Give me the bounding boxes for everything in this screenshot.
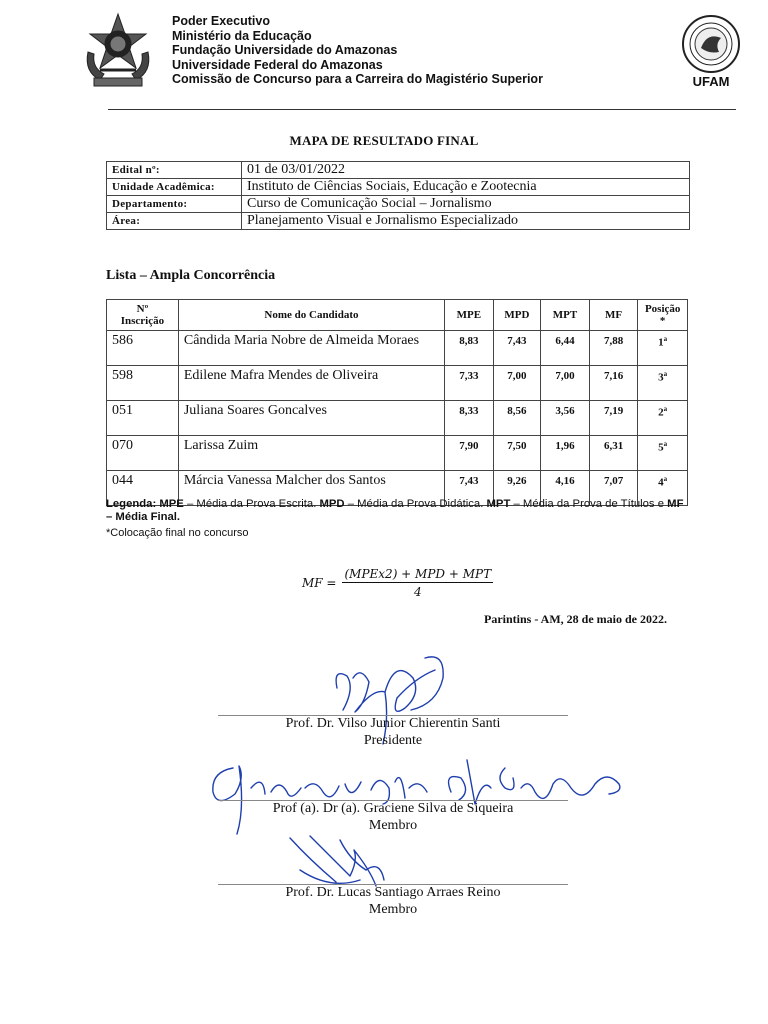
- info-label: Área:: [107, 213, 242, 230]
- header-posicao: [638, 300, 688, 331]
- info-label: Unidade Acadêmica:: [107, 179, 242, 196]
- header-line: Fundação Universidade do Amazonas: [172, 43, 398, 58]
- place-date: Parintins - AM, 28 de maio de 2022.: [484, 612, 667, 626]
- signatory-role: Membro: [368, 902, 418, 917]
- brazil-coat-of-arms-emblem: [80, 12, 156, 90]
- cell-mpd: 7,50: [493, 436, 541, 471]
- formula-numerator: (MPEx2) + MPD + MPT: [344, 567, 492, 581]
- header-line: Poder Executivo: [172, 14, 270, 28]
- cell-posicao: [638, 401, 688, 436]
- formula-lhs: MF =: [302, 576, 337, 590]
- formula-fraction: [342, 567, 493, 599]
- cell-inscricao: 051: [107, 401, 179, 436]
- info-row: [107, 196, 690, 213]
- cell-mpe: 7,33: [445, 366, 494, 401]
- legend-mpe-abbr: MPE: [159, 498, 184, 510]
- cell-name: Larissa Zuim: [178, 436, 444, 471]
- cell-mpe: 8,83: [445, 331, 494, 366]
- cell-mpe: 7,90: [445, 436, 494, 471]
- header-divider: [108, 109, 736, 110]
- legend-mpd-text: – Média da Prova Didática.: [344, 498, 487, 510]
- posicao-ordinal: a: [663, 370, 668, 378]
- cell-name: Edilene Mafra Mendes de Oliveira: [178, 366, 444, 401]
- cell-mpt: 6,44: [541, 331, 590, 366]
- header-inscricao-line1: Nº: [136, 303, 149, 315]
- legend-mpe-text: – Média da Prova Escrita.: [183, 498, 320, 510]
- info-row: [107, 179, 690, 196]
- header-mpe: MPE: [445, 300, 494, 331]
- info-label: Edital nº:: [107, 162, 242, 179]
- posicao-number: 5: [658, 441, 664, 454]
- info-value: Instituto de Ciências Sociais, Educação e Zootecnia: [242, 179, 690, 196]
- cell-inscricao: 586: [107, 331, 179, 366]
- cell-name: Juliana Soares Goncalves: [178, 401, 444, 436]
- header-line: Universidade Federal do Amazonas: [172, 57, 383, 72]
- signatory-name: Prof (a). Dr (a). Graciene Silva de Siqueira: [272, 801, 514, 816]
- ufam-logo-label: UFAM: [692, 74, 730, 89]
- legend-mf-text: MF – Média Final.: [106, 498, 684, 523]
- legend-mpt-text: – Média da Prova de Títulos e: [510, 498, 668, 510]
- cell-inscricao: 070: [107, 436, 179, 471]
- cell-posicao: [638, 366, 688, 401]
- cell-inscricao: 044: [107, 471, 179, 506]
- cell-mf: 6,31: [589, 436, 638, 471]
- header-line: Comissão de Concurso para a Carreira do Magistério Superior: [172, 72, 543, 87]
- header-name: Nome do Candidato: [178, 300, 444, 331]
- info-row: [107, 162, 690, 179]
- cell-mf: 7,88: [589, 331, 638, 366]
- posicao-number: 2: [658, 406, 664, 419]
- cell-mf: 7,19: [589, 401, 638, 436]
- signatory-name: Prof. Dr. Vilso Junior Chierentin Santi: [285, 716, 501, 731]
- posicao-number: 4: [658, 476, 664, 489]
- info-value: Planejamento Visual e Jornalismo Especializado: [242, 213, 690, 230]
- cell-mpd: 7,43: [493, 331, 541, 366]
- cell-inscricao: 598: [107, 366, 179, 401]
- header-inscricao: [107, 300, 179, 331]
- header-mpt: MPT: [541, 300, 590, 331]
- info-value: Curso de Comunicação Social – Jornalismo: [242, 196, 690, 213]
- cell-mpt: 3,56: [541, 401, 590, 436]
- cell-posicao: [638, 331, 688, 366]
- cell-name: Márcia Vanessa Malcher dos Santos: [178, 471, 444, 506]
- cell-mpe: 7,43: [445, 471, 494, 506]
- edital-info-table: [106, 161, 690, 230]
- posicao-ordinal: a: [663, 440, 668, 448]
- header-institution-lines: [172, 14, 543, 87]
- posicao-ordinal: a: [663, 475, 668, 483]
- legend-prefix: Legenda:: [106, 498, 157, 510]
- cell-mf: 7,07: [589, 471, 638, 506]
- header-posicao-line1: Posição: [644, 303, 681, 315]
- cell-mf: 7,16: [589, 366, 638, 401]
- header-line: Ministério da Educação: [172, 28, 312, 43]
- posicao-ordinal: a: [663, 335, 668, 343]
- legend-mpd-abbr: MPD: [319, 498, 345, 510]
- document-title: MAPA DE RESULTADO FINAL: [289, 133, 479, 148]
- signatory-role: Membro: [368, 818, 418, 833]
- legend: [106, 498, 691, 524]
- table-row: [107, 331, 688, 366]
- header-mf: MF: [589, 300, 638, 331]
- cell-posicao: [638, 436, 688, 471]
- cell-mpd: 8,56: [493, 401, 541, 436]
- cell-mpd: 9,26: [493, 471, 541, 506]
- posicao-number: 1: [658, 336, 664, 349]
- cell-mpt: 1,96: [541, 436, 590, 471]
- header-inscricao-line2: Inscrição: [120, 315, 165, 327]
- list-title: Lista – Ampla Concorrência: [106, 268, 276, 283]
- signatory-role: Presidente: [363, 733, 423, 748]
- legend-note: *Colocação final no concurso: [106, 527, 249, 539]
- cell-mpt: 7,00: [541, 366, 590, 401]
- posicao-number: 3: [658, 371, 664, 384]
- table-row: [107, 366, 688, 401]
- cell-mpt: 4,16: [541, 471, 590, 506]
- results-header-row: [107, 300, 688, 331]
- header-posicao-line2: *: [659, 315, 666, 327]
- posicao-ordinal: a: [663, 405, 668, 413]
- info-value: 01 de 03/01/2022: [242, 162, 690, 179]
- legend-mpt-abbr: MPT: [486, 498, 511, 510]
- formula-denominator: 4: [413, 585, 422, 599]
- info-label: Departamento:: [107, 196, 242, 213]
- signatory-name: Prof. Dr. Lucas Santiago Arraes Reino: [285, 885, 501, 900]
- table-row: [107, 401, 688, 436]
- header-mpd: MPD: [493, 300, 541, 331]
- cell-mpd: 7,00: [493, 366, 541, 401]
- mf-formula: [302, 567, 493, 599]
- cell-mpe: 8,33: [445, 401, 494, 436]
- cell-name: Cândida Maria Nobre de Almeida Moraes: [178, 331, 444, 366]
- results-table: [106, 299, 688, 506]
- table-row: [107, 436, 688, 471]
- info-row: [107, 213, 690, 230]
